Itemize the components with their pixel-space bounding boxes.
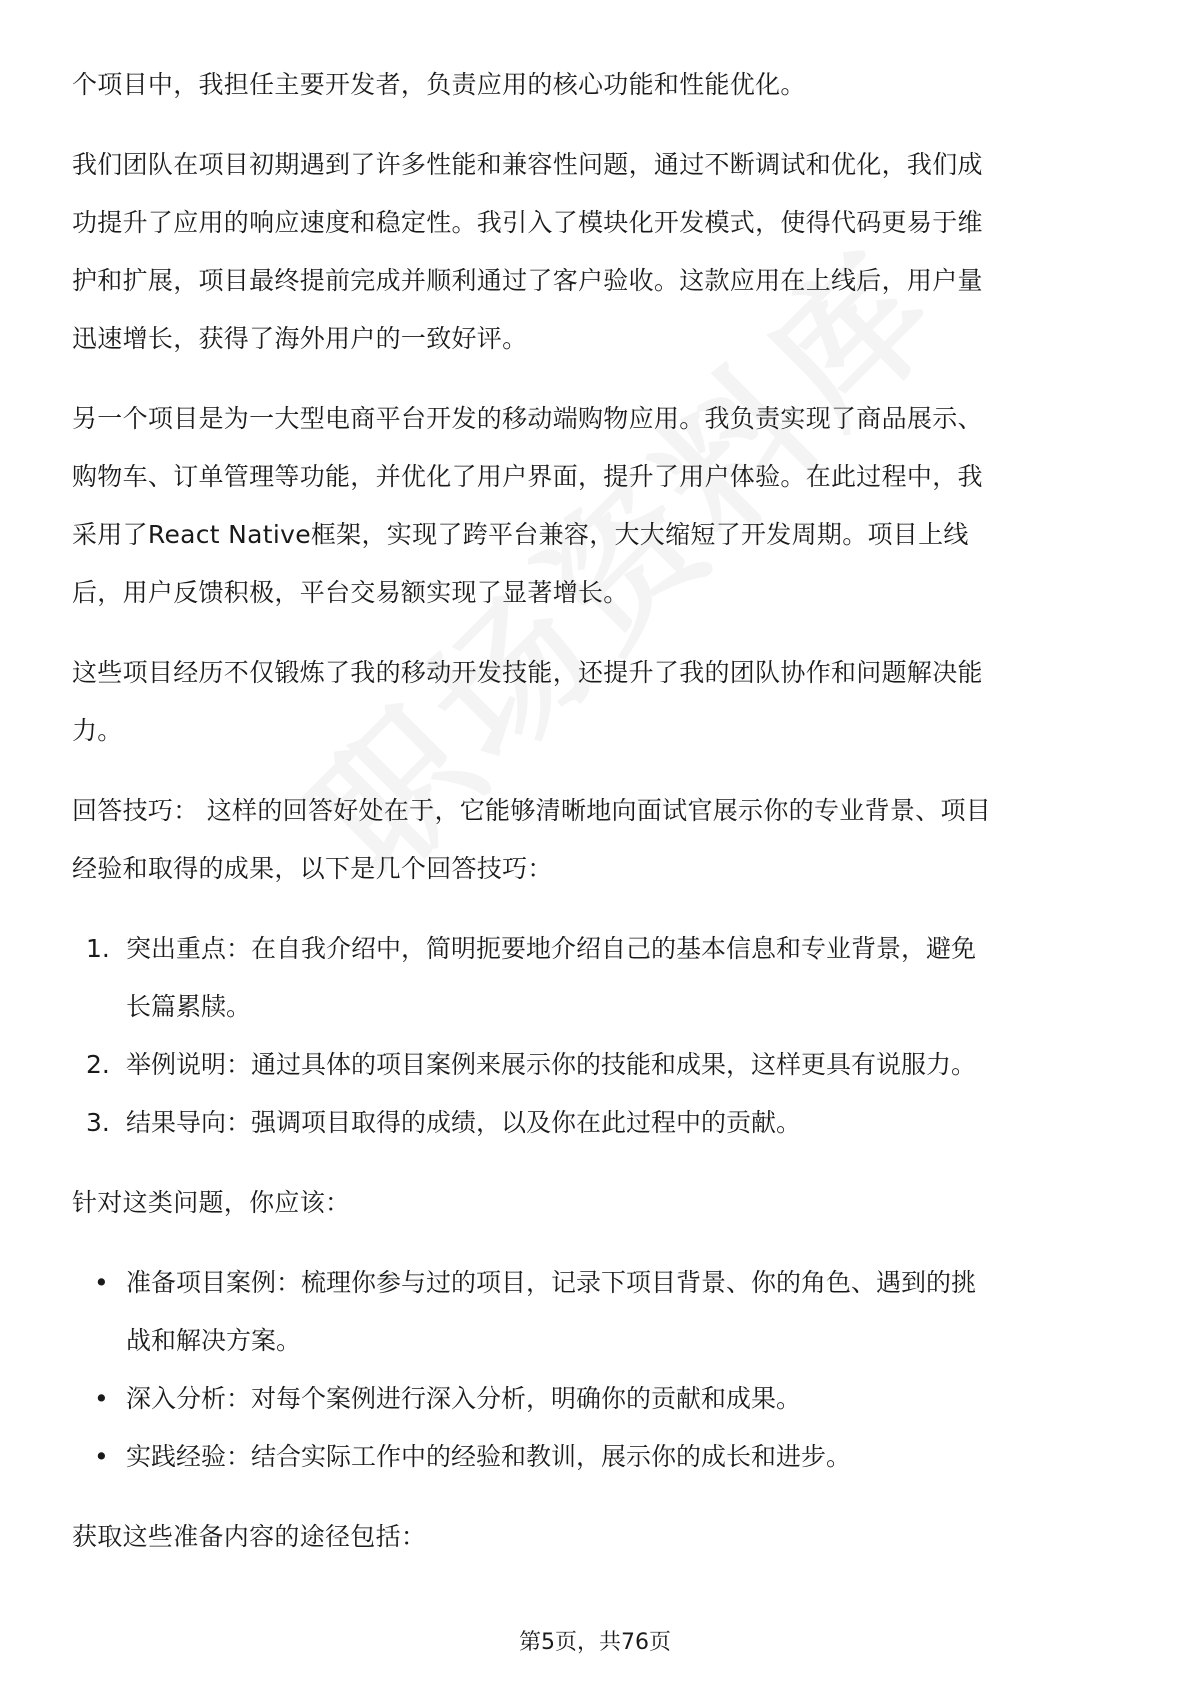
paragraph-summary <box>72 644 1122 760</box>
list-number: 3. <box>86 1108 110 1137</box>
text-line: 回答技巧： 这样的回答好处在于，它能够清晰地向面试官展示你的专业背景、项目 <box>72 796 992 825</box>
list-item <box>72 1254 1122 1370</box>
list-item-text: 突出重点：在自我介绍中，简明扼要地介绍自己的基本信息和专业背景，避免 <box>126 934 977 963</box>
paragraph-answer-tips <box>72 782 1122 898</box>
page-number: 第5页，共76页 <box>519 1630 671 1655</box>
actions-list <box>72 1254 1122 1486</box>
bullet-icon: • <box>94 1268 109 1297</box>
list-item-text: 举例说明：通过具体的项目案例来展示你的技能和成果，这样更具有说服力。 <box>126 1050 977 1079</box>
text-line: 功提升了应用的响应速度和稳定性。我引入了模块化开发模式，使得代码更易于维 <box>72 208 983 237</box>
text-line: 这些项目经历不仅锻炼了我的移动开发技能，还提升了我的团队协作和问题解决能 <box>72 658 983 687</box>
list-item-text: 实践经验：结合实际工作中的经验和教训，展示你的成长和进步。 <box>126 1442 852 1471</box>
text-line: 采用了React Native框架，实现了跨平台兼容，大大缩短了开发周期。项目上线 <box>72 520 969 549</box>
list-item <box>72 1036 1122 1094</box>
list-item-text: 结果导向：强调项目取得的成绩，以及你在此过程中的贡献。 <box>126 1108 802 1137</box>
list-item <box>72 1094 1122 1152</box>
list-item-text: 准备项目案例：梳理你参与过的项目，记录下项目背景、你的角色、遇到的挑 <box>126 1268 977 1297</box>
page-content <box>72 56 1122 1566</box>
list-item-text: 战和解决方案。 <box>126 1326 302 1355</box>
list-item <box>72 1428 1122 1486</box>
list-item <box>72 920 1122 1036</box>
paragraph-intro-end: 个项目中，我担任主要开发者，负责应用的核心功能和性能优化。 <box>72 70 806 99</box>
paragraph-ecommerce-project <box>72 390 1122 622</box>
text-line: 我们团队在项目初期遇到了许多性能和兼容性问题，通过不断调试和优化，我们成 <box>72 150 983 179</box>
text-line: 另一个项目是为一大型电商平台开发的移动端购物应用。我负责实现了商品展示、 <box>72 404 983 433</box>
text-line: 护和扩展，项目最终提前完成并顺利通过了客户验收。这款应用在上线后，用户量 <box>72 266 983 295</box>
list-item <box>72 1370 1122 1428</box>
list-item-text: 深入分析：对每个案例进行深入分析，明确你的贡献和成果。 <box>126 1384 802 1413</box>
paragraph-sources: 获取这些准备内容的途径包括： <box>72 1522 427 1551</box>
paragraph-should-do: 针对这类问题，你应该： <box>72 1188 351 1217</box>
paragraph-team-project <box>72 136 1122 368</box>
tips-list <box>72 920 1122 1152</box>
list-item-text: 长篇累牍。 <box>126 992 252 1021</box>
list-number: 1. <box>86 934 110 963</box>
bullet-icon: • <box>94 1384 109 1413</box>
bullet-icon: • <box>94 1442 109 1471</box>
text-line: 迅速增长，获得了海外用户的一致好评。 <box>72 324 528 353</box>
text-line: 经验和取得的成果，以下是几个回答技巧： <box>72 854 553 883</box>
text-line: 购物车、订单管理等功能，并优化了用户界面，提升了用户体验。在此过程中，我 <box>72 462 983 491</box>
text-line: 后，用户反馈积极，平台交易额实现了显著增长。 <box>72 578 629 607</box>
list-number: 2. <box>86 1050 110 1079</box>
text-line: 力。 <box>72 716 123 745</box>
